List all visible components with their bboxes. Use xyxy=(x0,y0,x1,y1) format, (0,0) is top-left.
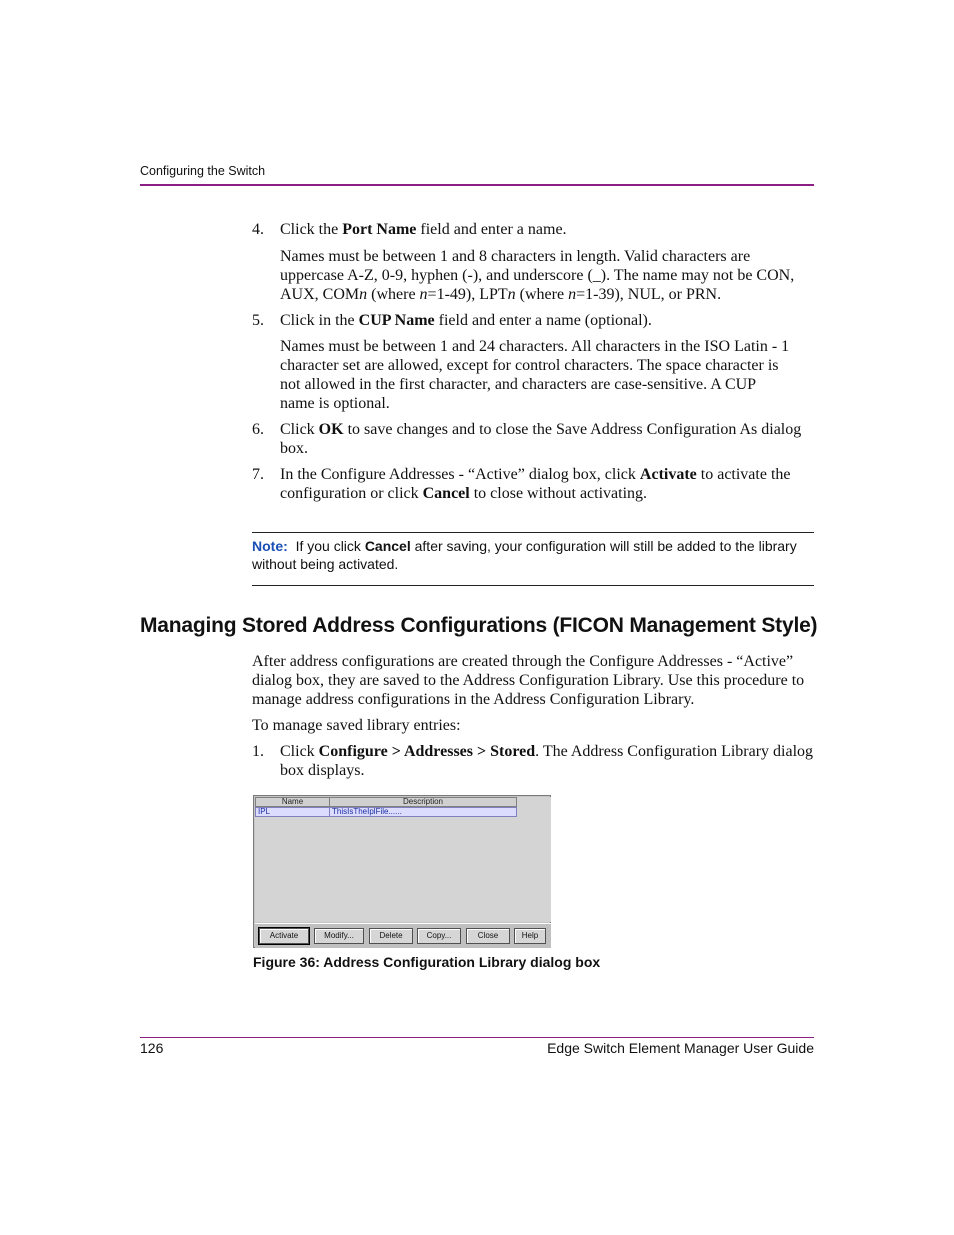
note-rule-bottom xyxy=(252,585,814,586)
section-lead: To manage saved library entries: xyxy=(252,717,461,734)
step-text: Click in the CUP Name field and enter a name (optional). xyxy=(280,312,652,329)
step-1 xyxy=(252,742,814,782)
step-text: Click OK to save changes and to close the Save Address Configuration As dialog box. xyxy=(280,421,802,457)
step-text: Click Configure > Addresses > Stored. The Address Configuration Library dialog box displays. xyxy=(280,743,814,779)
step-number: 1. xyxy=(252,743,264,760)
note: Note: If you click Cancel after saving, your configuration will still be added to the library without being activated. xyxy=(252,538,797,572)
column-header-name[interactable]: Name xyxy=(255,797,330,807)
step-5-detail: Names must be between 1 and 24 characters. All characters in the ISO Latin - 1 character set are allowed, except for control characters. The space character is not allowed in the first character, and characters are case-sensitive. A CUP name is optional. xyxy=(280,338,790,412)
footer-rule xyxy=(140,1037,814,1038)
running-head: Configuring the Switch xyxy=(140,164,266,178)
step-number: 5. xyxy=(252,312,264,329)
table-cell-name[interactable]: IPL xyxy=(255,807,330,817)
note-label: Note: xyxy=(252,538,288,554)
delete-button[interactable]: Delete xyxy=(369,928,413,944)
step-7 xyxy=(252,465,814,505)
column-header-description[interactable]: Description xyxy=(329,797,517,807)
help-button[interactable]: Help xyxy=(514,928,546,944)
note-rule-top xyxy=(252,532,814,533)
figure-caption: Figure 36: Address Configuration Library dialog box xyxy=(253,954,601,970)
step-text: In the Configure Addresses - “Active” dialog box, click Activate to activate the configuration or click Cancel to close without activating. xyxy=(280,466,791,502)
section-intro: After address configurations are created through the Configure Addresses - “Active” dialog box, they are saved to the Address Configuration Library. Use this procedure to manage address configurations in the Address Configuration Library. xyxy=(252,653,805,708)
guide-title: Edge Switch Element Manager User Guide xyxy=(547,1040,814,1056)
address-configuration-library-dialog xyxy=(253,795,551,948)
library-table xyxy=(255,797,551,922)
step-4-detail: Names must be between 1 and 8 characters in length. Valid characters are uppercase A-Z, 0-9, hyphen (-), and underscore (_). The name may not be CON, AUX, COMn (where n=1-49), LPTn (where n=1-39), NUL, or PRN. xyxy=(280,248,795,303)
step-text: Click the Port Name field and enter a name. xyxy=(280,221,567,238)
step-number: 6. xyxy=(252,421,264,438)
button-bar xyxy=(255,923,551,948)
step-number: 4. xyxy=(252,221,264,238)
header-rule xyxy=(140,184,814,186)
activate-button[interactable]: Activate xyxy=(259,928,309,944)
copy-button[interactable]: Copy... xyxy=(417,928,461,944)
table-cell-description[interactable]: ThisIsTheIplFile...... xyxy=(329,807,517,817)
page-number: 126 xyxy=(140,1040,164,1056)
close-button[interactable]: Close xyxy=(466,928,510,944)
step-6 xyxy=(252,420,814,460)
section-title: Managing Stored Address Configurations (FICON Management Style) xyxy=(140,614,818,637)
step-number: 7. xyxy=(252,466,264,483)
modify-button[interactable]: Modify... xyxy=(314,928,364,944)
